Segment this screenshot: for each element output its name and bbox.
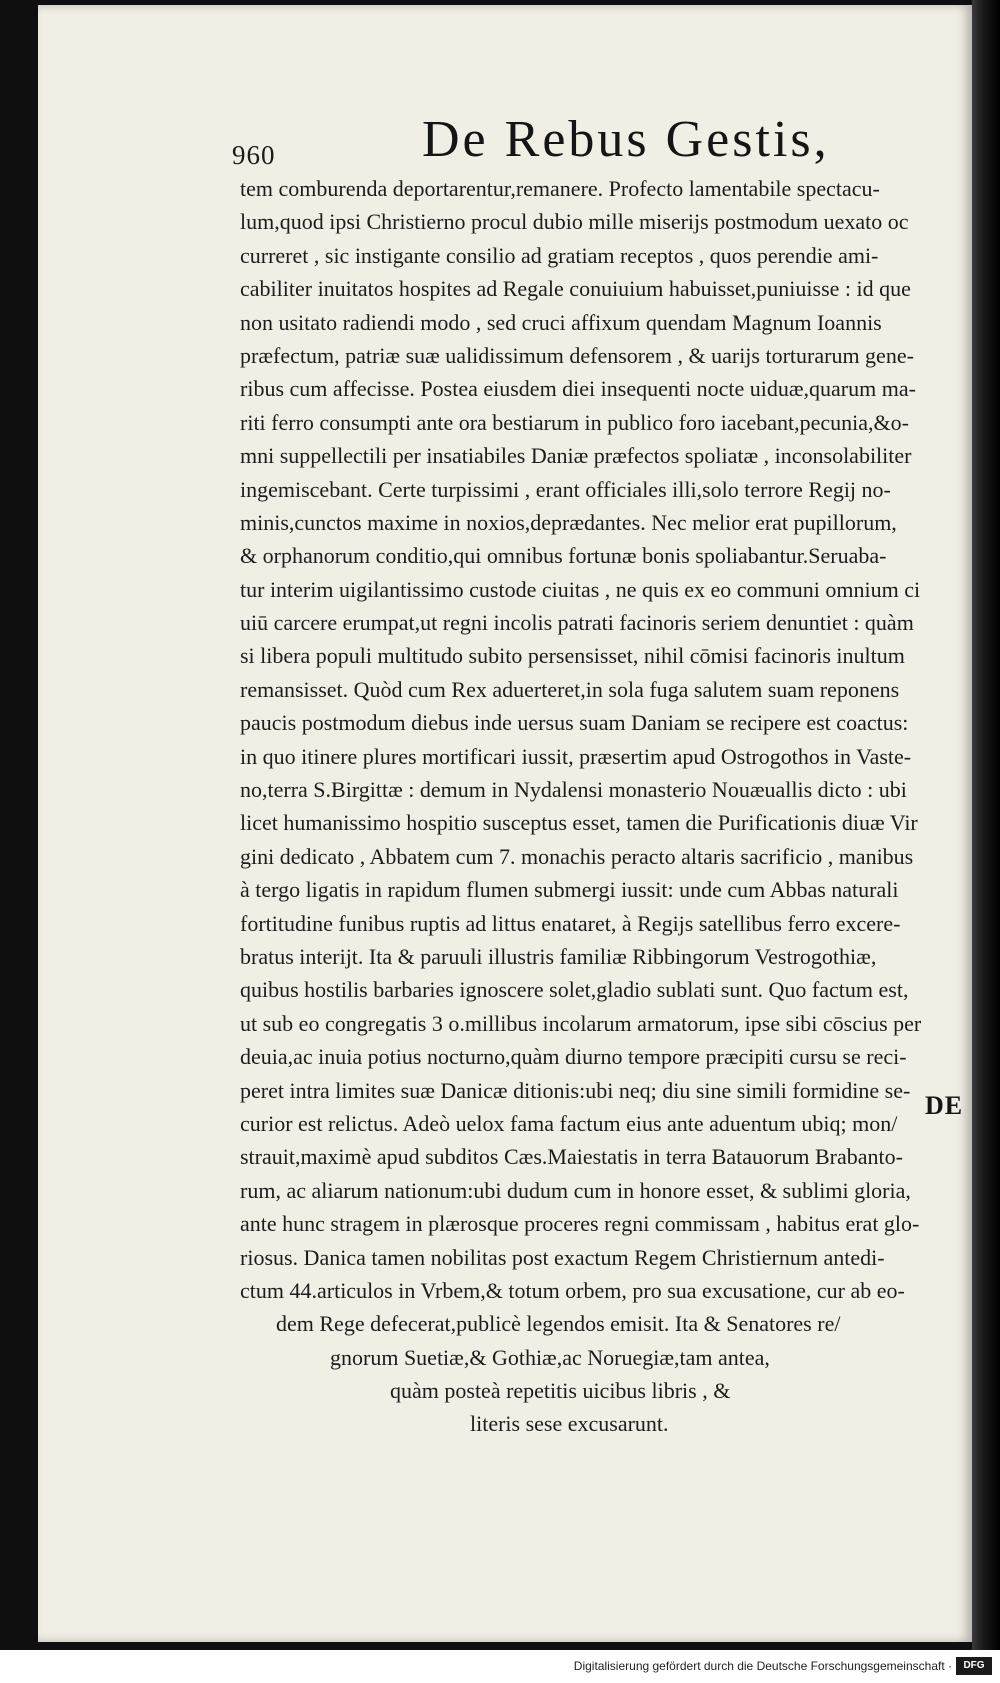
text-line: quibus hostilis barbaries ignoscere solet,gladio sublati sunt. Quo factum est, [240,977,909,1003]
text-line: gini dedicato , Abbatem cum 7. monachis peracto altaris sacrificio , manibus [240,843,914,869]
text-line: à tergo ligatis in rapidum flumen submergi iussit: unde cum Abbas naturali [240,877,899,903]
page-header [232,110,952,174]
text-line: curreret , sic instigante consilio ad gratiam receptos , quos perendie ami- [240,242,879,268]
text-line: licet humanissimo hospitio susceptus esset, tamen die Purificationis diuæ Vir [240,810,918,836]
text-line: minis,cunctos maxime in noxios,deprædantes. Nec melior erat pupillorum, [240,509,897,535]
catchword: DE [925,1091,964,1120]
text-line: ctum 44.articulos in Vrbem,& totum orbem, pro sua excusatione, cur ab eo- [240,1277,905,1303]
text-line: non usitato radiendi modo , sed cruci affixum quendam Magnum Ioannis [240,309,882,335]
text-line: uiū carcere erumpat,ut regni incolis patrati facinoris seriem denuntiet : quàm [240,610,914,636]
text-line: ingemiscebant. Certe turpissimi , erant officiales illi,solo terrore Regij no- [240,476,891,502]
text-line: paucis postmodum diebus inde uersus suam Daniam se recipere est coactus: [240,710,909,736]
text-line: lum,quod ipsi Christierno procul dubio mille miserijs postmodum uexato oc [240,209,909,235]
page-number: 960 [232,140,276,170]
running-title: De Rebus Gestis, [422,111,830,168]
text-line: bratus interijt. Ita & paruuli illustris familiæ Ribbingorum Vestrogothiæ, [240,943,877,969]
text-line: peret intra limites suæ Danicæ ditionis:ubi neq; diu sine simili formidine se- [240,1077,911,1103]
page-gutter [972,0,1000,1650]
text-line: gnorum Suetiæ,& Gothiæ,ac Noruegiæ,tam antea, [330,1344,770,1370]
text-line: dem Rege defecerat,publicè legendos emisit. Ita & Senatores re/ [276,1311,841,1337]
text-line: quàm posteà repetitis uicibus libris , & [390,1378,731,1404]
text-line: fortitudine funibus ruptis ad littus enataret, à Regijs satellibus ferro excere- [240,910,901,936]
text-line: riti ferro consumpti ante ora bestiarum in publico foro iacebant,pecunia,&o- [240,409,909,435]
text-line: curior est relictus. Adeò uelox fama factum eius ante aduentum ubiq; mon/ [240,1110,898,1136]
text-line: no,terra S.Birgittæ : demum in Nydalensi monasterio Nouæuallis dicto : ubi [240,777,907,803]
text-line: rum, ac aliarum nationum:ubi dudum cum in honore esset, & sublimi gloria, [240,1177,911,1203]
text-line: remansisset. Quòd cum Rex aduerteret,in sola fuga salutem suam reponens [240,676,900,702]
text-line: si libera populi multitudo subito persensisset, nihil cōmisi facinoris inultum [240,643,905,669]
dfg-logo-icon: DFG [956,1657,992,1675]
text-line: cabiliter inuitatos hospites ad Regale conuiuium habuisset,puniuisse : id que [240,276,911,302]
text-line: & orphanorum conditio,qui omnibus fortunæ bonis spoliabantur.Seruaba- [240,543,887,569]
text-line: tur interim uigilantissimo custode ciuitas , ne quis ex eo communi omnium ci [240,576,921,602]
text-line: ut sub eo congregatis 3 o.millibus incolarum armatorum, ipse sibi cōscius per [240,1010,922,1036]
text-line: in quo itinere plures mortificari iussit, præsertim apud Ostrogothos in Vaste- [240,743,912,769]
text-line: ribus cum affecisse. Postea eiusdem diei insequenti nocte uiduæ,quarum ma- [240,376,916,402]
footer-credit: Digitalisierung gefördert durch die Deutsche Forschungsgemeinschaft · [573,1659,952,1673]
text-line: mni suppellectili per insatiabiles Daniæ præfectos spoliatæ , inconsolabiliter [240,443,912,469]
text-line: tem comburenda deportarentur,remanere. Profecto lamentabile spectacu- [240,176,880,201]
text-line: ante hunc stragem in plærosque proceres regni commissam , habitus erat glo- [240,1211,920,1237]
footer-bar [0,1650,1000,1683]
text-line: literis sese excusarunt. [470,1411,669,1437]
text-line: riosus. Danica tamen nobilitas post exactum Regem Christiernum antedi- [240,1244,885,1270]
text-line: deuia,ac inuia potius nocturno,quàm diurno tempore præcipiti cursu se reci- [240,1044,907,1070]
body-text [240,172,970,1441]
text-line: strauit,maximè apud subditos Cæs.Maiestatis in terra Batauorum Brabanto- [240,1144,903,1170]
text-line: præfectum, patriæ suæ ualidissimum defensorem , & uarijs torturarum gene- [240,342,914,368]
